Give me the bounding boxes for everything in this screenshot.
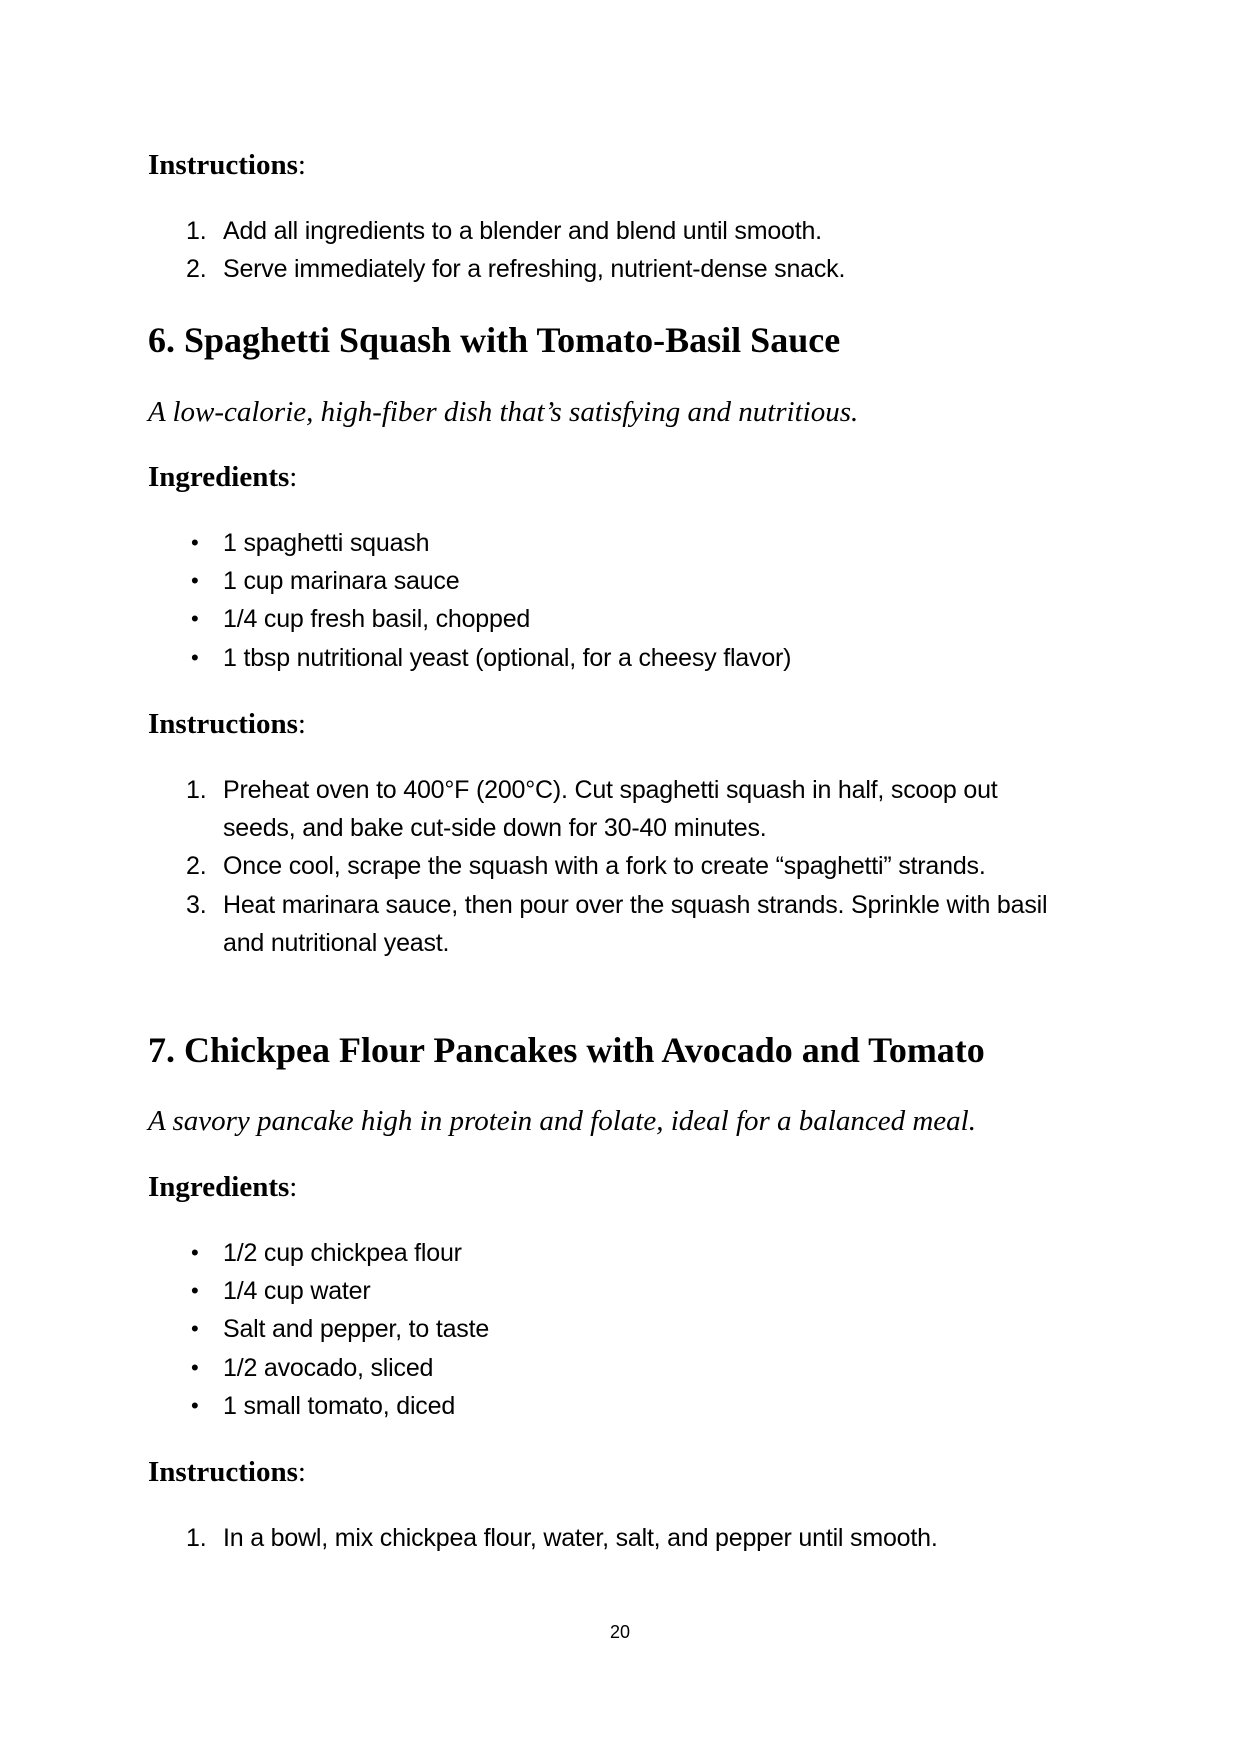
instructions-label: Instructions: xyxy=(148,1456,306,1488)
list-item: • Salt and pepper, to taste xyxy=(191,1315,490,1344)
recipe-title: 7. Chickpea Flour Pancakes with Avocado and Tomato xyxy=(148,1030,985,1070)
recipe-title: 6. Spaghetti Squash with Tomato-Basil Sauce xyxy=(148,320,841,360)
list-item: • 1/4 cup fresh basil, chopped xyxy=(191,605,531,634)
recipe-subtitle: A low-calorie, high-fiber dish that’s satisfying and nutritious. xyxy=(148,396,859,428)
list-item: 1. Preheat oven to 400°F (200°C). Cut spaghetti squash in half, scoop out seeds, and bake cut-side down for 30-40 minutes. xyxy=(186,776,998,843)
list-item: • 1 spaghetti squash xyxy=(191,529,430,557)
list-item: 1. In a bowl, mix chickpea flour, water, salt, and pepper until smooth. xyxy=(186,1524,938,1552)
list-item: 3. Heat marinara sauce, then pour over the squash strands. Sprinkle with basil and nutritional yeast. xyxy=(186,890,1048,957)
list-item: 2. Once cool, scrape the squash with a fork to create “spaghetti” strands. xyxy=(186,852,986,881)
instructions-list xyxy=(186,1519,938,1557)
instructions-label: Instructions: xyxy=(148,149,306,181)
list-item: • 1 tbsp nutritional yeast (optional, for a cheesy flavor) xyxy=(191,643,792,672)
ingredients-list xyxy=(186,524,791,677)
list-item: 2. Serve immediately for a refreshing, nutrient-dense snack. xyxy=(186,255,846,284)
ingredients-list xyxy=(186,1234,489,1425)
ingredients-label: Ingredients: xyxy=(148,1171,298,1203)
recipe-subtitle: A savory pancake high in protein and folate, ideal for a balanced meal. xyxy=(148,1105,976,1137)
list-item: • 1/2 avocado, sliced xyxy=(191,1353,434,1382)
list-item: • 1/2 cup chickpea flour xyxy=(191,1239,462,1267)
ingredients-label: Ingredients: xyxy=(148,461,298,493)
instructions-label: Instructions: xyxy=(148,708,306,740)
list-item: • 1 cup marinara sauce xyxy=(191,567,460,596)
page-number: 20 xyxy=(609,1622,631,1642)
list-item: 1. Add all ingredients to a blender and blend until smooth. xyxy=(186,217,822,245)
instructions-list xyxy=(186,212,845,288)
list-item: • 1/4 cup water xyxy=(191,1277,371,1306)
list-item: • 1 small tomato, diced xyxy=(191,1391,456,1420)
instructions-list xyxy=(186,771,1066,962)
